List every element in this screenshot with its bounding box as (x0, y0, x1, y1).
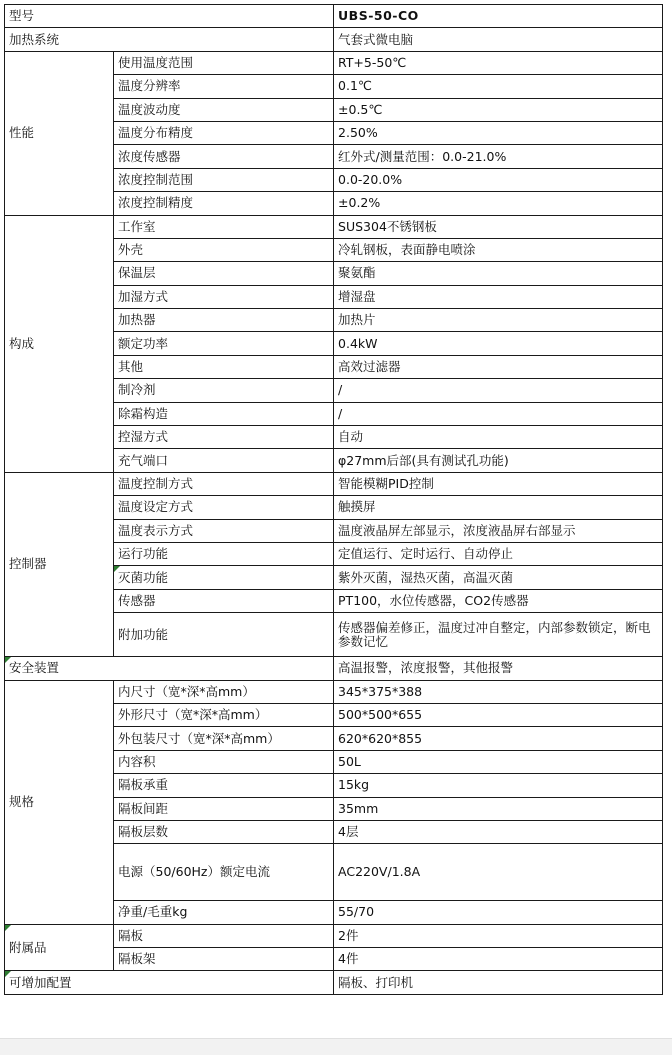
row-value: 定值运行、定时运行、自动停止 (334, 542, 663, 565)
row-label: 浓度控制范围 (114, 168, 334, 191)
row-value: 0.0-20.0% (334, 168, 663, 191)
group-accessories: 附属品 (5, 924, 114, 971)
row-label: 外壳 (114, 238, 334, 261)
row-value: 0.4kW (334, 332, 663, 355)
table-row (5, 28, 663, 51)
row-value: 隔板、打印机 (334, 971, 663, 994)
row-label: 灭菌功能 (114, 566, 334, 589)
row-value: 4件 (334, 948, 663, 971)
heating-label: 加热系统 (5, 28, 334, 51)
row-label: 附加功能 (114, 613, 334, 657)
row-label: 电源（50/60Hz）额定电流 (114, 844, 334, 901)
row-value: 增湿盘 (334, 285, 663, 308)
row-label: 隔板间距 (114, 797, 334, 820)
row-value: 传感器偏差修正，温度过冲自整定，内部参数锁定，断电参数记忆 (334, 613, 663, 657)
row-value: 触摸屏 (334, 496, 663, 519)
row-label: 工作室 (114, 215, 334, 238)
table-row (5, 657, 663, 680)
table-row (5, 924, 663, 947)
row-value: φ27mm后部(具有测试孔功能) (334, 449, 663, 472)
bottom-band (0, 1038, 672, 1055)
row-value: 620*620*855 (334, 727, 663, 750)
row-value: 红外式/测量范围：0.0-21.0% (334, 145, 663, 168)
heating-value: 气套式微电脑 (334, 28, 663, 51)
row-label: 温度表示方式 (114, 519, 334, 542)
row-value: ±0.5℃ (334, 98, 663, 121)
row-label: 其他 (114, 355, 334, 378)
row-value: 聚氨酯 (334, 262, 663, 285)
row-label: 运行功能 (114, 542, 334, 565)
group-controller: 控制器 (5, 472, 114, 656)
row-value: 4层 (334, 820, 663, 843)
row-label: 加热器 (114, 309, 334, 332)
row-label: 充气端口 (114, 449, 334, 472)
row-value: SUS304不锈钢板 (334, 215, 663, 238)
table-row (5, 215, 663, 238)
row-value: 紫外灭菌，湿热灭菌，高温灭菌 (334, 566, 663, 589)
row-label: 温度控制方式 (114, 472, 334, 495)
spec-table (4, 4, 663, 995)
row-label: 外形尺寸（宽*深*高mm） (114, 703, 334, 726)
row-label: 控湿方式 (114, 426, 334, 449)
row-value: 2件 (334, 924, 663, 947)
row-value: 智能模糊PID控制 (334, 472, 663, 495)
row-value: 15kg (334, 774, 663, 797)
table-row (5, 5, 663, 28)
row-value: 0.1℃ (334, 75, 663, 98)
row-label: 温度分辨率 (114, 75, 334, 98)
row-value: 加热片 (334, 309, 663, 332)
table-row (5, 51, 663, 74)
row-label: 加湿方式 (114, 285, 334, 308)
row-value: 500*500*655 (334, 703, 663, 726)
row-value: / (334, 379, 663, 402)
table-row (5, 680, 663, 703)
row-value: 50L (334, 750, 663, 773)
row-value: 温度液晶屏左部显示，浓度液晶屏右部显示 (334, 519, 663, 542)
row-label: 使用温度范围 (114, 51, 334, 74)
row-label: 净重/毛重kg (114, 901, 334, 924)
row-label: 额定功率 (114, 332, 334, 355)
row-value: 高效过滤器 (334, 355, 663, 378)
row-label: 浓度控制精度 (114, 192, 334, 215)
row-label: 保温层 (114, 262, 334, 285)
group-specs: 规格 (5, 680, 114, 924)
row-value: AC220V/1.8A (334, 844, 663, 901)
row-label: 隔板 (114, 924, 334, 947)
row-value: PT100，水位传感器，CO2传感器 (334, 589, 663, 612)
group-optional-config: 可增加配置 (5, 971, 334, 994)
model-label: 型号 (5, 5, 334, 28)
row-label: 温度分布精度 (114, 121, 334, 144)
row-value: 冷轧钢板，表面静电喷涂 (334, 238, 663, 261)
row-label: 内尺寸（宽*深*高mm） (114, 680, 334, 703)
row-label: 隔板架 (114, 948, 334, 971)
row-label: 浓度传感器 (114, 145, 334, 168)
row-value: 55/70 (334, 901, 663, 924)
row-value: 自动 (334, 426, 663, 449)
row-label: 外包装尺寸（宽*深*高mm） (114, 727, 334, 750)
row-label: 隔板层数 (114, 820, 334, 843)
table-row (5, 472, 663, 495)
row-label: 除霜构造 (114, 402, 334, 425)
group-performance: 性能 (5, 51, 114, 215)
row-label: 制冷剂 (114, 379, 334, 402)
model-value: UBS-50-CO (334, 5, 663, 28)
group-safety: 安全装置 (5, 657, 334, 680)
row-label: 内容积 (114, 750, 334, 773)
row-value: 35mm (334, 797, 663, 820)
table-row (5, 971, 663, 994)
row-label: 温度波动度 (114, 98, 334, 121)
row-value: ±0.2% (334, 192, 663, 215)
row-label: 温度设定方式 (114, 496, 334, 519)
row-value: 2.50% (334, 121, 663, 144)
row-label: 隔板承重 (114, 774, 334, 797)
row-value: 高温报警，浓度报警，其他报警 (334, 657, 663, 680)
row-label: 传感器 (114, 589, 334, 612)
row-value: / (334, 402, 663, 425)
row-value: RT+5-50℃ (334, 51, 663, 74)
group-construction: 构成 (5, 215, 114, 472)
row-value: 345*375*388 (334, 680, 663, 703)
